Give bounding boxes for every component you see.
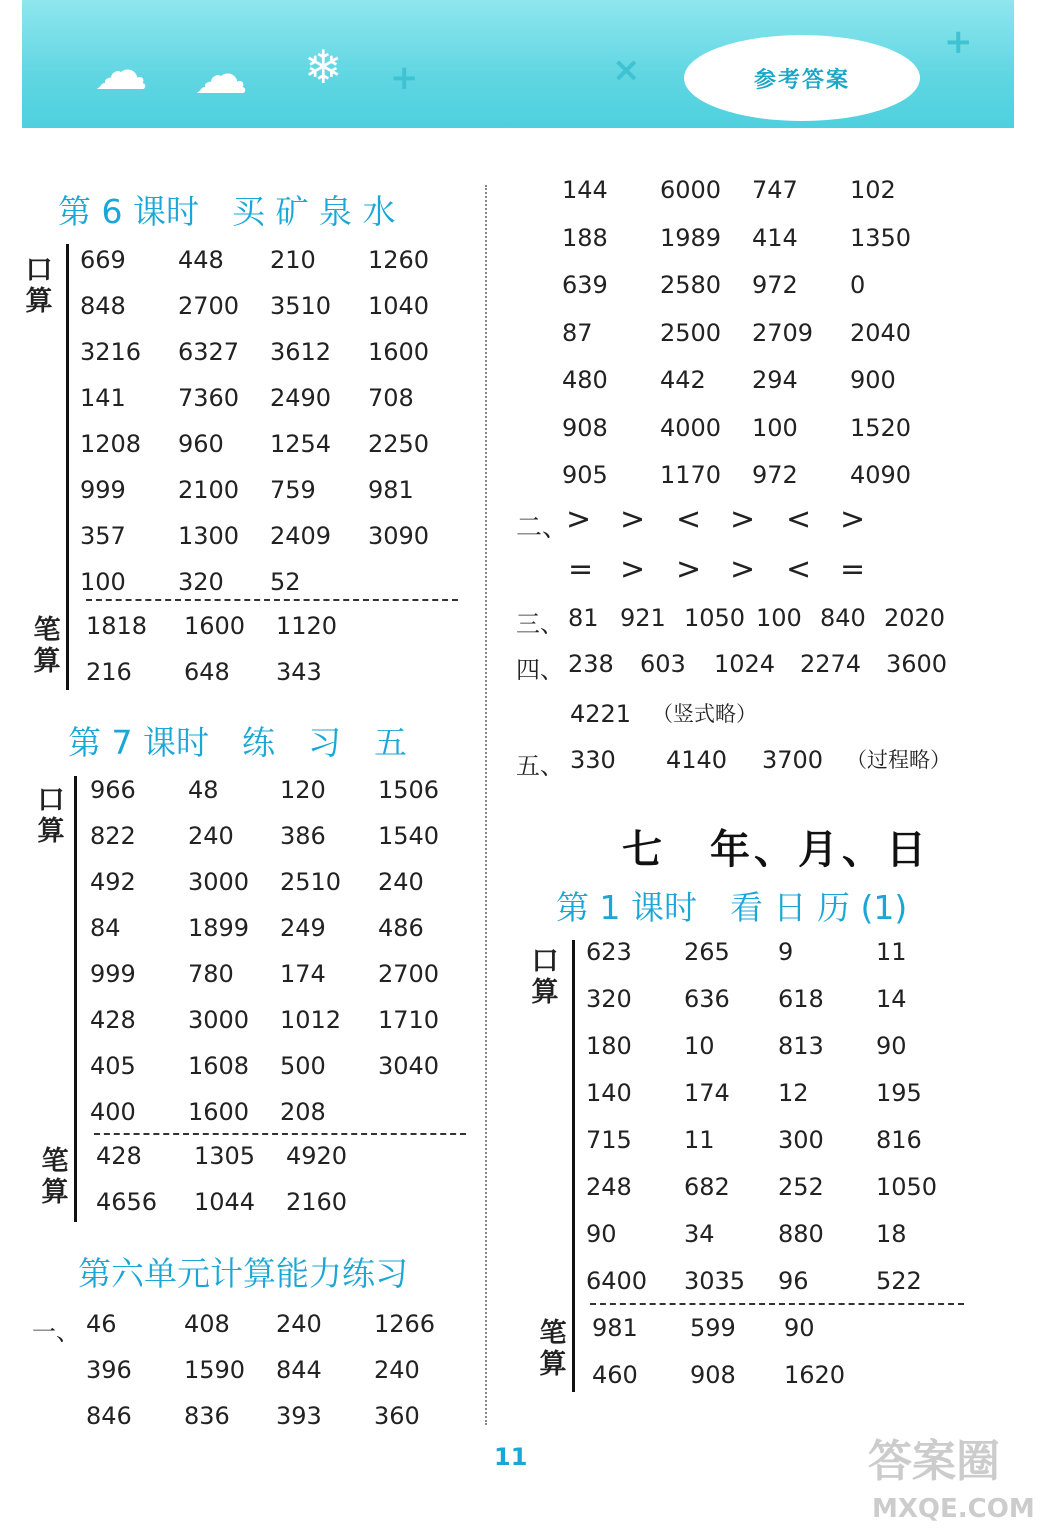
column-divider [485, 185, 487, 1425]
part3-label: 三、 [516, 610, 564, 638]
answer-cell: 11 [684, 1126, 715, 1154]
answer-value: 2020 [884, 604, 946, 632]
answer-value: 330 [570, 746, 616, 774]
answer-cell: 816 [876, 1126, 922, 1154]
answer-value: 3600 [886, 650, 948, 678]
answer-cell: 682 [684, 1173, 730, 1201]
answer-cell: 141 [80, 384, 126, 412]
answer-cell: 2510 [280, 868, 342, 896]
answer-cell: 1600 [184, 612, 246, 640]
answer-cell: 357 [80, 522, 126, 550]
answer-cell: 208 [280, 1098, 326, 1126]
answer-cell: 343 [276, 658, 322, 686]
cloud-icon: ☁ [94, 39, 148, 102]
answer-cell: 386 [280, 822, 326, 850]
answer-cell: 908 [690, 1361, 736, 1389]
answer-cell: 2500 [660, 318, 722, 347]
answer-cell: 1170 [660, 461, 722, 489]
part4-extra: 4221 [570, 700, 632, 728]
answer-cell: 4090 [850, 461, 912, 489]
answer-cell: 2160 [286, 1188, 348, 1216]
answer-cell: 0 [850, 271, 866, 299]
answer-cell: 618 [778, 985, 824, 1013]
answer-cell: 1540 [378, 822, 440, 850]
answer-cell: 1989 [660, 223, 722, 252]
answer-cell: 240 [276, 1310, 322, 1338]
answer-cell: 822 [90, 822, 136, 850]
answer-cell: 3035 [684, 1267, 746, 1295]
answer-value: 238 [568, 650, 614, 678]
written-label: 笔算 [41, 1146, 69, 1208]
answer-cell: 1300 [178, 522, 240, 550]
answer-cell: 848 [80, 292, 126, 320]
comparison-symbol: > [566, 502, 592, 537]
answer-cell: 400 [90, 1098, 136, 1126]
answer-cell: 966 [90, 776, 136, 804]
answer-cell: 747 [752, 176, 798, 204]
answer-cell: 4920 [286, 1142, 348, 1170]
oral-label: 口算 [531, 946, 559, 1008]
answer-value: 4140 [666, 746, 728, 774]
answer-cell: 599 [690, 1314, 736, 1342]
answer-value: 1024 [714, 650, 776, 678]
answer-value: 840 [820, 604, 866, 632]
part5-label: 五、 [516, 752, 564, 780]
answer-cell: 715 [586, 1126, 632, 1154]
answer-cell: 46 [86, 1310, 117, 1338]
answer-cell: 1044 [194, 1188, 256, 1216]
answer-cell: 639 [562, 271, 608, 299]
answer-cell: 96 [778, 1267, 809, 1295]
answer-cell: 1350 [850, 223, 912, 252]
answer-cell: 396 [86, 1356, 132, 1384]
comparison-symbol: > [730, 502, 756, 537]
answer-cell: 188 [562, 223, 608, 252]
answer-value: 100 [756, 604, 802, 632]
answer-cell: 216 [86, 658, 132, 686]
answer-cell: 844 [276, 1356, 322, 1384]
answer-cell: 1600 [188, 1098, 250, 1126]
plus-decoration-icon: + [944, 22, 973, 62]
answer-cell: 1254 [270, 430, 332, 458]
badge-label: 参考答案 [753, 67, 850, 93]
answer-cell: 1208 [80, 430, 142, 458]
answer-cell: 1012 [280, 1006, 342, 1034]
answer-cell: 195 [876, 1079, 922, 1107]
comparison-symbol: < [676, 502, 702, 537]
answer-cell: 708 [368, 384, 414, 412]
bracket-line [66, 244, 69, 690]
answer-cell: 265 [684, 938, 730, 966]
answer-cell: 249 [280, 914, 326, 942]
answer-cell: 759 [270, 476, 316, 504]
dashed-separator [94, 1133, 466, 1135]
answer-cell: 3040 [378, 1052, 440, 1080]
answer-cell: 34 [684, 1220, 715, 1248]
answer-cell: 6000 [660, 176, 722, 204]
part4-note: （竖式略） [652, 702, 757, 726]
answer-cell: 2490 [270, 384, 332, 412]
part5-note: （过程略） [846, 748, 951, 772]
comparison-symbol: > [840, 502, 866, 537]
answer-cell: 300 [778, 1126, 824, 1154]
answer-cell: 3510 [270, 292, 332, 320]
answer-cell: 7360 [178, 384, 240, 412]
answer-cell: 836 [184, 1402, 230, 1430]
answer-cell: 180 [586, 1032, 632, 1060]
answer-cell: 294 [752, 366, 798, 394]
answer-cell: 11 [876, 938, 907, 966]
answer-cell: 90 [876, 1032, 907, 1060]
comparison-symbol: > [620, 552, 646, 587]
answer-cell: 1600 [368, 338, 430, 366]
dashed-separator [86, 599, 458, 601]
cloud-icon: ☁ [194, 43, 248, 106]
answer-cell: 428 [96, 1142, 142, 1170]
bracket-line [74, 776, 77, 1222]
comparison-symbol: > [676, 552, 702, 587]
answer-value: 1050 [684, 604, 746, 632]
answer-cell: 1520 [850, 413, 912, 442]
answer-cell: 500 [280, 1052, 326, 1080]
answer-cell: 408 [184, 1310, 230, 1338]
answer-cell: 12 [778, 1079, 809, 1107]
answer-cell: 1590 [184, 1356, 246, 1384]
answer-cell: 1620 [784, 1361, 846, 1389]
answer-cell: 14 [876, 985, 907, 1013]
answer-cell: 174 [280, 960, 326, 988]
answer-cell: 414 [752, 223, 798, 252]
answer-cell: 248 [586, 1173, 632, 1201]
answer-cell: 2100 [178, 476, 240, 504]
answer-cell: 492 [90, 868, 136, 896]
answer-cell: 636 [684, 985, 730, 1013]
answer-cell: 900 [850, 366, 896, 394]
answer-cell: 360 [374, 1402, 420, 1430]
answer-cell: 1899 [188, 914, 250, 942]
answer-cell: 210 [270, 246, 316, 274]
answer-cell: 2709 [752, 318, 814, 347]
answer-cell: 2700 [178, 292, 240, 320]
answer-cell: 908 [562, 413, 608, 442]
answer-cell: 2040 [850, 318, 912, 347]
answer-cell: 100 [80, 568, 126, 596]
answer-cell: 9 [778, 938, 794, 966]
written-label: 笔算 [539, 1318, 567, 1380]
answer-cell: 522 [876, 1267, 922, 1295]
answer-cell: 4656 [96, 1188, 158, 1216]
answer-cell: 448 [178, 246, 224, 274]
comparison-symbol: = [568, 552, 594, 587]
answer-cell: 4000 [660, 413, 722, 442]
answer-cell: 3216 [80, 338, 142, 366]
answer-cell: 428 [90, 1006, 136, 1034]
answer-cell: 486 [378, 914, 424, 942]
answer-cell: 240 [188, 822, 234, 850]
answer-cell: 18 [876, 1220, 907, 1248]
answer-cell: 48 [188, 776, 219, 804]
chapter7-title: 七 年、月、日 [622, 827, 930, 873]
dashed-separator [590, 1303, 964, 1305]
answer-cell: 144 [562, 176, 608, 204]
answer-cell: 669 [80, 246, 126, 274]
answer-cell: 2250 [368, 430, 430, 458]
part2-label: 二、 [516, 513, 569, 543]
answer-cell: 999 [80, 476, 126, 504]
answer-cell: 1260 [368, 246, 430, 274]
comparison-symbol: < [786, 552, 812, 587]
answer-cell: 6327 [178, 338, 240, 366]
times-decoration-icon: × [612, 50, 641, 90]
answer-value: 81 [568, 604, 599, 632]
answer-cell: 2700 [378, 960, 440, 988]
answer-cell: 6400 [586, 1267, 648, 1295]
answer-cell: 84 [90, 914, 121, 942]
answer-cell: 780 [188, 960, 234, 988]
answer-cell: 87 [562, 318, 593, 347]
answer-cell: 252 [778, 1173, 824, 1201]
answer-cell: 648 [184, 658, 230, 686]
answer-cell: 846 [86, 1402, 132, 1430]
answer-cell: 1710 [378, 1006, 440, 1034]
answer-cell: 442 [660, 366, 706, 394]
answer-cell: 1818 [86, 612, 148, 640]
answer-cell: 3090 [368, 522, 430, 550]
answer-cell: 100 [752, 413, 798, 442]
answer-cell: 90 [586, 1220, 617, 1248]
answer-cell: 1050 [876, 1173, 938, 1201]
answer-cell: 52 [270, 568, 301, 596]
answer-cell: 981 [592, 1314, 638, 1342]
answer-value: 921 [620, 604, 666, 632]
unit6-title: 第六单元计算能力练习 [78, 1254, 408, 1293]
part1-label: 一、 [32, 1318, 80, 1346]
answer-value: 2274 [800, 650, 862, 678]
answer-cell: 1305 [194, 1142, 256, 1170]
answer-cell: 999 [90, 960, 136, 988]
oral-label: 口算 [25, 255, 53, 317]
answer-cell: 240 [374, 1356, 420, 1384]
answer-cell: 393 [276, 1402, 322, 1430]
answer-cell: 120 [280, 776, 326, 804]
answer-cell: 140 [586, 1079, 632, 1107]
answer-cell: 623 [586, 938, 632, 966]
answer-cell: 102 [850, 176, 896, 204]
answer-cell: 960 [178, 430, 224, 458]
answer-cell: 10 [684, 1032, 715, 1060]
answer-cell: 972 [752, 271, 798, 299]
answer-cell: 813 [778, 1032, 824, 1060]
answer-cell: 880 [778, 1220, 824, 1248]
comparison-symbol: < [786, 502, 812, 537]
answer-cell: 3612 [270, 338, 332, 366]
answer-cell: 320 [178, 568, 224, 596]
lesson6-title: 第 6 课时 买 矿 泉 水 [58, 192, 396, 231]
answer-value: 603 [640, 650, 686, 678]
chapter7-lesson1-title: 第 1 课时 看 日 历 (1) [556, 888, 908, 927]
plus-decoration-icon: + [390, 58, 419, 98]
answer-cell: 1040 [368, 292, 430, 320]
answer-cell: 1120 [276, 612, 338, 640]
comparison-symbol: = [840, 552, 866, 587]
answer-cell: 90 [784, 1314, 815, 1342]
answer-cell: 480 [562, 366, 608, 394]
watermark-logo: 答案圈 [868, 1436, 1000, 1487]
comparison-symbol: > [730, 552, 756, 587]
answer-cell: 240 [378, 868, 424, 896]
answer-cell: 3000 [188, 868, 250, 896]
oral-label: 口算 [37, 785, 65, 847]
comparison-symbol: > [620, 502, 646, 537]
answer-cell: 2580 [660, 271, 722, 299]
answer-cell: 905 [562, 461, 608, 489]
answer-cell: 972 [752, 461, 798, 489]
answer-value: 3700 [762, 746, 824, 774]
answer-key-badge [684, 35, 920, 121]
bracket-line [572, 940, 575, 1392]
snowflake-icon: ❄ [304, 40, 343, 94]
answer-cell: 1266 [374, 1310, 436, 1338]
answer-cell: 320 [586, 985, 632, 1013]
watermark-url: MXQE.COM [872, 1494, 1035, 1524]
answer-cell: 2409 [270, 522, 332, 550]
written-label: 笔算 [33, 615, 61, 677]
answer-cell: 405 [90, 1052, 136, 1080]
answer-cell: 3000 [188, 1006, 250, 1034]
page-number: 11 [494, 1443, 528, 1471]
lesson7-title: 第 7 课时 练 习 五 [68, 723, 407, 762]
answer-cell: 460 [592, 1361, 638, 1389]
answer-cell: 174 [684, 1079, 730, 1107]
answer-cell: 1506 [378, 776, 440, 804]
part4-label: 四、 [516, 656, 564, 684]
answer-cell: 1608 [188, 1052, 250, 1080]
answer-cell: 981 [368, 476, 414, 504]
